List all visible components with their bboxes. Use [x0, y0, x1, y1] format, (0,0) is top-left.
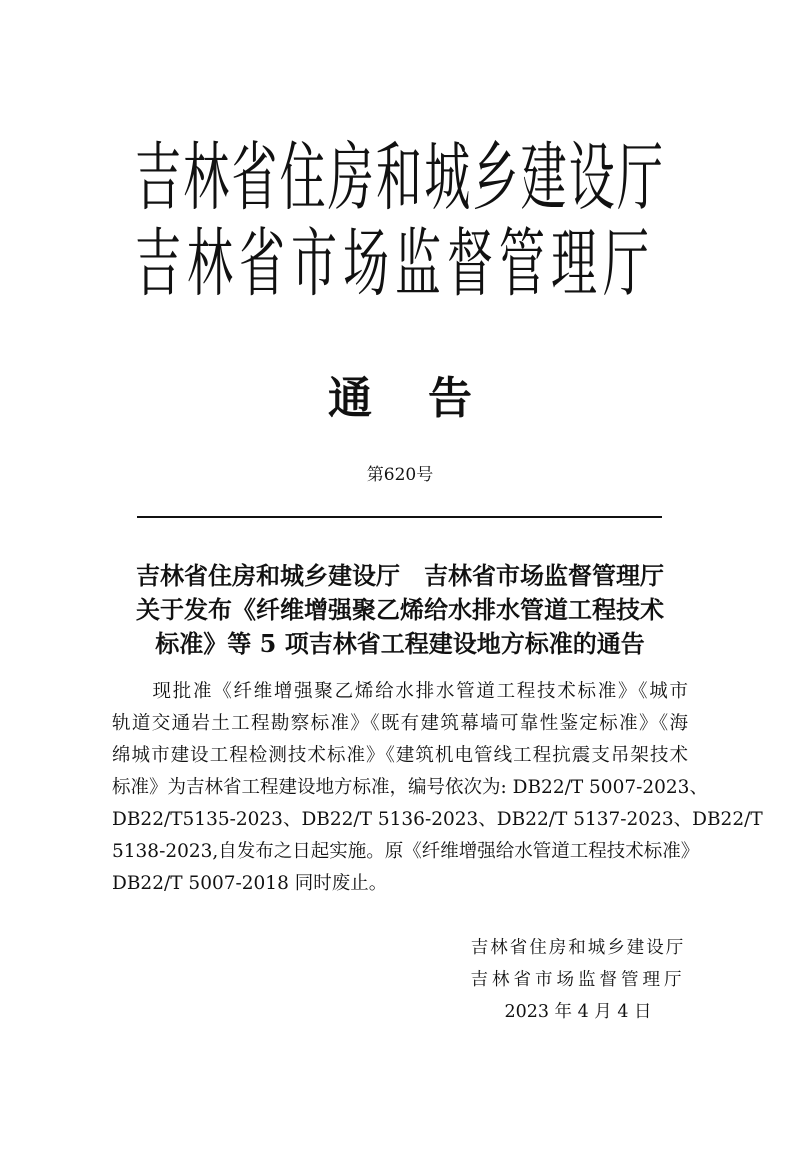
title-line: 吉林省住房和城乡建设厅 吉林省市场监督管理厅 — [136, 561, 664, 590]
body-line: DB22/T5135-2023、DB22/T 5136-2023、DB22/T 5137-2023、DB22/T — [112, 809, 763, 830]
signature-date: 2023 年 4 月 4 日 — [504, 1002, 652, 1022]
signature-org-2: 吉林省市场监督管理厅 — [470, 970, 686, 990]
title-line: 标准》等 5 项吉林省工程建设地方标准的通告 — [155, 629, 645, 658]
document-number: 第620号 — [366, 465, 434, 485]
issuer-header-1: 吉林省住房和城乡建设厅 — [135, 133, 666, 221]
divider — [137, 516, 662, 518]
body-line: 标准》为吉林省工程建设地方标准，编号依次为: DB22/T 5007-2023、 — [112, 777, 708, 798]
body-line: 绵城市建设工程检测技术标准》《建筑机电管线工程抗震支吊架技术 — [112, 745, 688, 766]
title-line: 关于发布《纤维增强聚乙烯给水排水管道工程技术 — [136, 595, 664, 624]
body-line: DB22/T 5007-2018 同时废止。 — [112, 873, 388, 894]
issuer-header-2: 吉林省市场监督管理厅 — [135, 219, 655, 307]
body-line: 现批准《纤维增强聚乙烯给水排水管道工程技术标准》《城市 — [112, 681, 688, 702]
body-line: 轨道交通岩土工程勘察标准》《既有建筑幕墙可靠性鉴定标准》《海 — [112, 713, 688, 734]
document-type: 通告 — [328, 373, 528, 424]
signature-org-1: 吉林省住房和城乡建设厅 — [470, 938, 686, 958]
body-line: 5138-2023,自发布之日起实施。原《纤维增强给水管道工程技术标准》 — [112, 841, 700, 862]
